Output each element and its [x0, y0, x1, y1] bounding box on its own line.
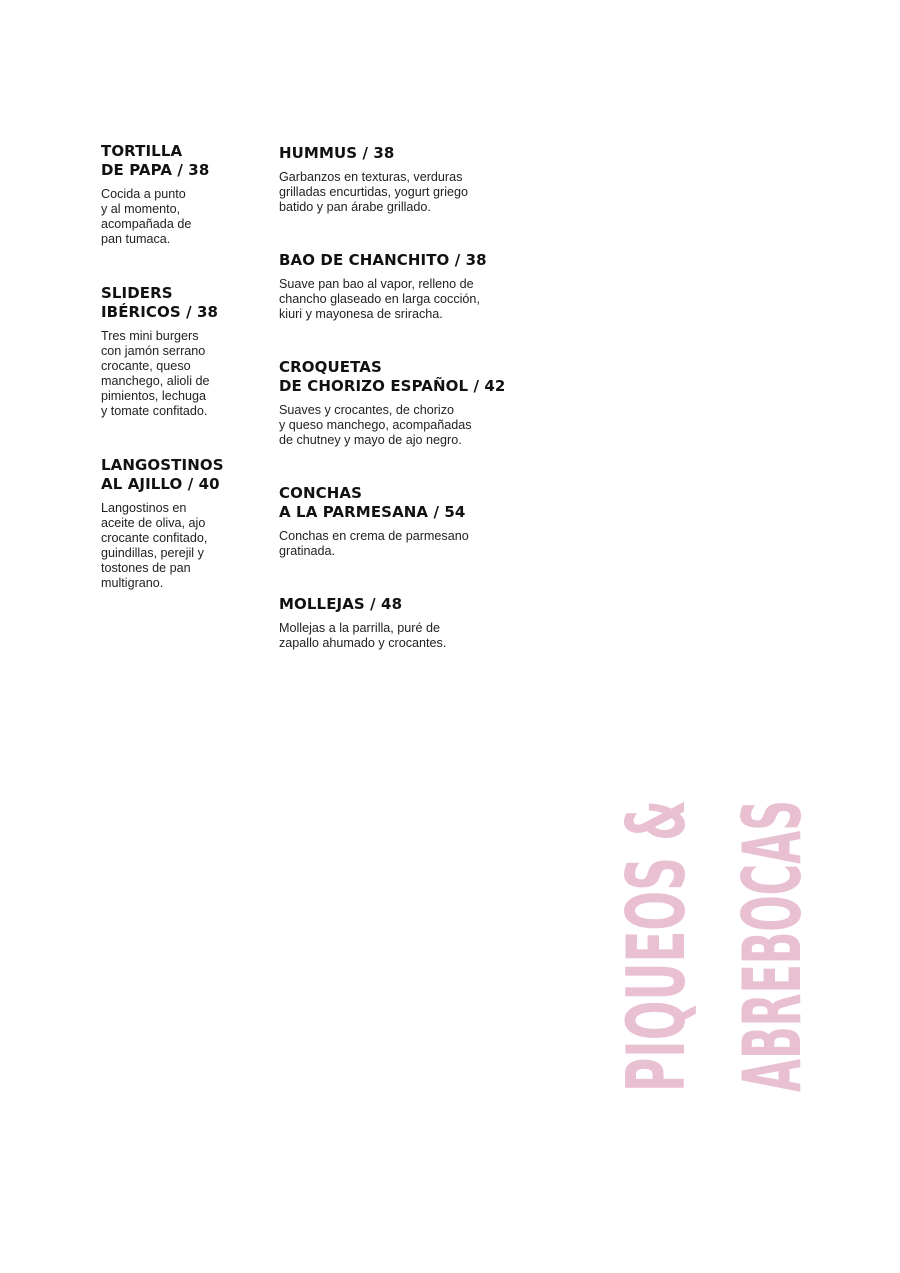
menu-item-description: Langostinos en aceite de oliva, ajo crocante confitado, guindillas, perejil y tostones de pan multigrano. — [101, 501, 208, 590]
menu-item-title: SLIDERS IBÉRICOS / 38 — [101, 284, 219, 321]
menu-item-title: MOLLEJAS / 48 — [279, 595, 403, 613]
menu-item-description: Garbanzos en texturas, verduras grilladas encurtidas, yogurt griego batido y pan árabe grillado. — [279, 170, 469, 214]
menu-item-description: Cocida a punto y al momento, acompañada de pan tumaca. — [101, 187, 192, 246]
menu-item-langostinos — [101, 456, 251, 591]
menu-item-hummus — [279, 144, 539, 215]
menu-column-right — [279, 142, 539, 651]
menu-item-conchas — [279, 484, 539, 559]
section-title-line-1: PIQUEOS & — [610, 592, 703, 1092]
section-title-line-2: ABREBOCAS — [726, 545, 819, 1092]
menu-item-description: Conchas en crema de parmesano gratinada. — [279, 529, 469, 558]
section-title-graphic — [588, 545, 819, 1092]
menu-item-description: Suave pan bao al vapor, relleno de chancho glaseado en larga cocción, kiuri y mayonesa de sriracha. — [279, 277, 480, 321]
menu-item-bao — [279, 251, 539, 322]
menu-item-title: CROQUETAS DE CHORIZO ESPAÑOL / 42 — [279, 358, 506, 395]
menu-item-title: CONCHAS A LA PARMESANA / 54 — [279, 484, 466, 521]
menu-column-left — [101, 142, 251, 591]
menu-item-mollejas — [279, 595, 539, 651]
menu-item-description: Suaves y crocantes, de chorizo y queso manchego, acompañadas de chutney y mayo de ajo negro. — [279, 403, 472, 447]
menu-item-title: TORTILLA DE PAPA / 38 — [101, 142, 210, 179]
menu-item-title: BAO DE CHANCHITO / 38 — [279, 251, 487, 269]
menu-item-sliders — [101, 284, 251, 419]
menu-item-croquetas — [279, 358, 539, 448]
menu-item-title: HUMMUS / 38 — [279, 144, 395, 162]
section-title — [588, 545, 819, 1092]
menu-item-tortilla — [101, 142, 251, 247]
menu-item-description: Mollejas a la parrilla, puré de zapallo ahumado y crocantes. — [279, 621, 447, 650]
menu-item-description: Tres mini burgers con jamón serrano crocante, queso manchego, alioli de pimientos, lechuga y tomate confitado. — [101, 329, 210, 418]
menu-item-title: LANGOSTINOS AL AJILLO / 40 — [101, 456, 224, 493]
